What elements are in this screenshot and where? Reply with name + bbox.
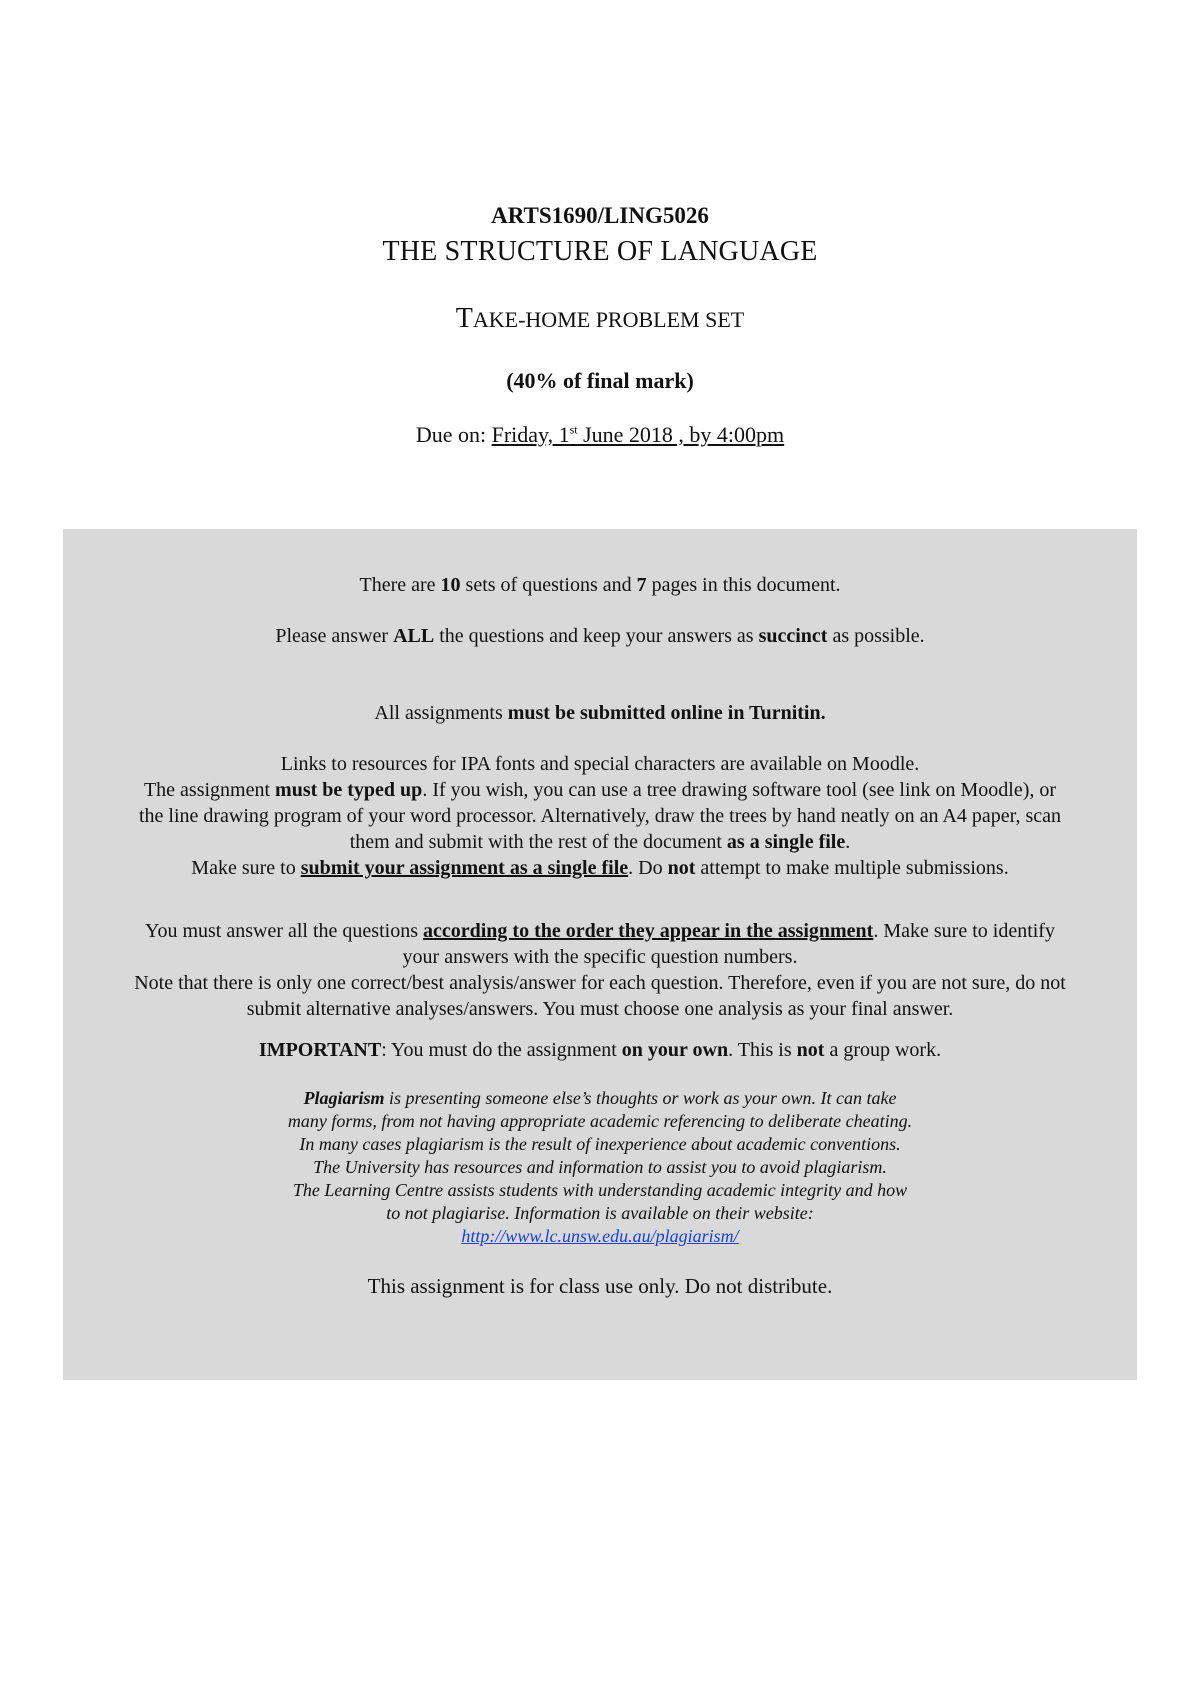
text: All assignments bbox=[374, 702, 508, 724]
text: them and submit with the rest of the document bbox=[349, 831, 727, 853]
course-code: ARTS1690/LING5026 bbox=[491, 203, 709, 228]
due-date-line bbox=[0, 422, 1200, 448]
question-count: 10 bbox=[440, 574, 461, 596]
problem-set-title bbox=[0, 303, 1200, 335]
instructions-box bbox=[63, 529, 1137, 1380]
text: Make sure to bbox=[191, 857, 301, 879]
text: submit alternative analyses/answers. You must choose one analysis as your final answer. bbox=[246, 998, 954, 1020]
distribution-notice: This assignment is for class use only. Do not distribute. bbox=[367, 1274, 833, 1298]
emphasis: must be submitted online in Turnitin. bbox=[507, 702, 826, 724]
plagiarism-notice bbox=[63, 1087, 1137, 1248]
text: The assignment bbox=[143, 779, 276, 801]
due-date-rest: June 2018 , by 4:00pm bbox=[577, 422, 785, 447]
submission-line bbox=[63, 700, 1137, 726]
due-date-ordinal: st bbox=[569, 422, 578, 437]
set-title-part-a: AKE bbox=[472, 307, 519, 332]
emphasis: not bbox=[667, 857, 696, 879]
text: as possible. bbox=[827, 625, 925, 647]
text: the questions and keep your answers as bbox=[434, 625, 759, 647]
text: The University has resources and information to assist you to avoid plagiarism. bbox=[313, 1157, 887, 1177]
set-title-part-b: HOME PROBLEM SET bbox=[525, 307, 745, 332]
text: is presenting someone else’s thoughts or work as your own. It can take bbox=[384, 1088, 897, 1108]
due-date-day: Friday, 1 bbox=[491, 422, 570, 447]
important-line bbox=[63, 1037, 1137, 1063]
text: pages in this document. bbox=[646, 574, 841, 596]
answer-all-line bbox=[63, 623, 1137, 649]
text: . If you wish, you can use a tree drawing software tool (see link on Moodle), or bbox=[422, 779, 1057, 801]
text: sets of questions and bbox=[460, 574, 637, 596]
emphasis: not bbox=[796, 1039, 825, 1061]
emphasis: according to the order they appear in the assignment bbox=[422, 920, 874, 942]
emphasis: on your own bbox=[621, 1039, 729, 1061]
emphasis: ALL bbox=[393, 625, 435, 647]
text: There are bbox=[359, 574, 441, 596]
text: In many cases plagiarism is the result of inexperience about academic conventions. bbox=[299, 1134, 901, 1154]
text: attempt to make multiple submissions. bbox=[695, 857, 1009, 879]
text: Note that there is only one correct/best analysis/answer for each question. Therefore, even if you are not sure, do not bbox=[134, 972, 1066, 994]
text: the line drawing program of your word processor. Alternatively, draw the trees by hand neatly on an A4 paper, scan bbox=[138, 805, 1062, 827]
plagiarism-link[interactable]: http://www.lc.unsw.edu.au/plagiarism/ bbox=[461, 1226, 739, 1246]
text: many forms, from not having appropriate academic referencing to deliberate cheating. bbox=[287, 1111, 913, 1131]
emphasis: succinct bbox=[758, 625, 828, 647]
emphasis: as a single file bbox=[726, 831, 846, 853]
set-title-initial: T bbox=[455, 303, 473, 334]
text: . bbox=[845, 831, 851, 853]
page-count: 7 bbox=[636, 574, 647, 596]
text: Please answer bbox=[275, 625, 394, 647]
emphasis: submit your assignment as a single file bbox=[300, 857, 629, 879]
order-paragraph bbox=[63, 918, 1137, 1022]
emphasis: must be typed up bbox=[275, 779, 423, 801]
text: your answers with the specific question numbers. bbox=[402, 946, 798, 968]
due-date bbox=[492, 422, 785, 447]
course-title: THE STRUCTURE OF LANGUAGE bbox=[382, 236, 818, 267]
text: You must answer all the questions bbox=[145, 920, 423, 942]
emphasis: Plagiarism bbox=[303, 1088, 385, 1108]
set-title-dash: - bbox=[518, 307, 526, 332]
emphasis: IMPORTANT bbox=[258, 1039, 382, 1061]
text: . Do bbox=[628, 857, 668, 879]
text: . This is bbox=[728, 1039, 797, 1061]
text: The Learning Centre assists students with understanding academic integrity and how bbox=[292, 1180, 908, 1200]
mark-weight: (40% of final mark) bbox=[506, 368, 694, 393]
text: : You must do the assignment bbox=[381, 1039, 622, 1061]
format-paragraph bbox=[63, 751, 1137, 881]
text: a group work. bbox=[824, 1039, 942, 1061]
summary-line bbox=[63, 572, 1137, 598]
text: . Make sure to identify bbox=[873, 920, 1055, 942]
text: to not plagiarise. Information is available on their website: bbox=[386, 1203, 814, 1223]
text: Links to resources for IPA fonts and special characters are available on Moodle. bbox=[280, 753, 920, 775]
due-label: Due on: bbox=[415, 422, 492, 447]
